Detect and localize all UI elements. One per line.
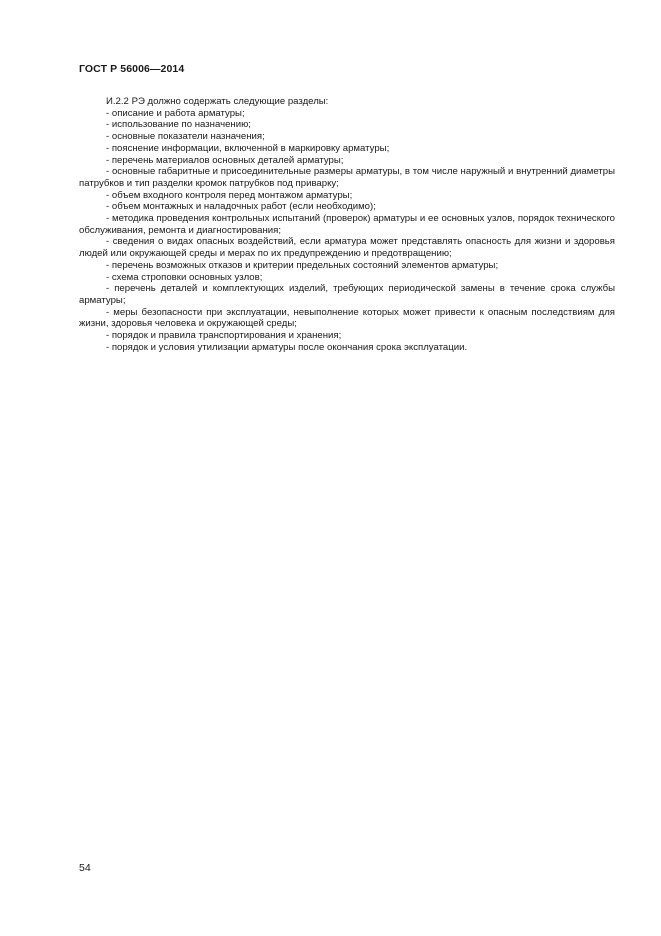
list-item: - перечень возможных отказов и критерии предельных состояний элементов арматуры; xyxy=(106,259,499,271)
list-item: - объем монтажных и наладочных работ (если необходимо); xyxy=(106,201,376,213)
section-body xyxy=(79,96,615,353)
list-item: - перечень материалов основных деталей арматуры; xyxy=(106,154,344,166)
list-item: - схема строповки основных узлов; xyxy=(106,271,263,283)
list-item: - порядок и условия утилизации арматуры после окончания срока эксплуатации. xyxy=(106,341,468,353)
list-item: - основные габаритные и присоединительные размеры арматуры, в том числе наружный и внутренний диаметры патрубков и тип разделки кромок патрубков под приварку; xyxy=(79,166,615,189)
list-item: - использование по назначению; xyxy=(106,119,251,131)
list-item: - объем входного контроля перед монтажом арматуры; xyxy=(106,189,353,201)
list-item: - основные показатели назначения; xyxy=(106,131,265,143)
section-intro: И.2.2 РЭ должно содержать следующие разделы: xyxy=(106,96,329,107)
document-header: ГОСТ Р 56006—2014 xyxy=(79,63,185,75)
page-number: 54 xyxy=(79,862,91,874)
list-item: - пояснение информации, включенной в маркировку арматуры; xyxy=(106,142,390,154)
list-item: - методика проведения контрольных испытаний (проверок) арматуры и ее основных узлов, порядок технического обслуживания, ремонта и диагностирования; xyxy=(79,213,615,236)
list-item: - сведения о видах опасных воздействий, если арматура может представлять опасность для жизни и здоровья людей или окружающей среды и мерах по их предупреждению и предотвращению; xyxy=(79,236,615,260)
list-item: - порядок и правила транспортирования и хранения; xyxy=(106,330,342,342)
list-item: - меры безопасности при эксплуатации, невыполнение которых может привести к опасным последствиям для жизни, здоровья человека и окружающей среды; xyxy=(79,306,615,330)
list-item: - описание и работа арматуры; xyxy=(106,107,245,119)
list-item: - перечень деталей и комплектующих изделий, требующих периодической замены в течение срока службы арматуры; xyxy=(79,283,615,306)
